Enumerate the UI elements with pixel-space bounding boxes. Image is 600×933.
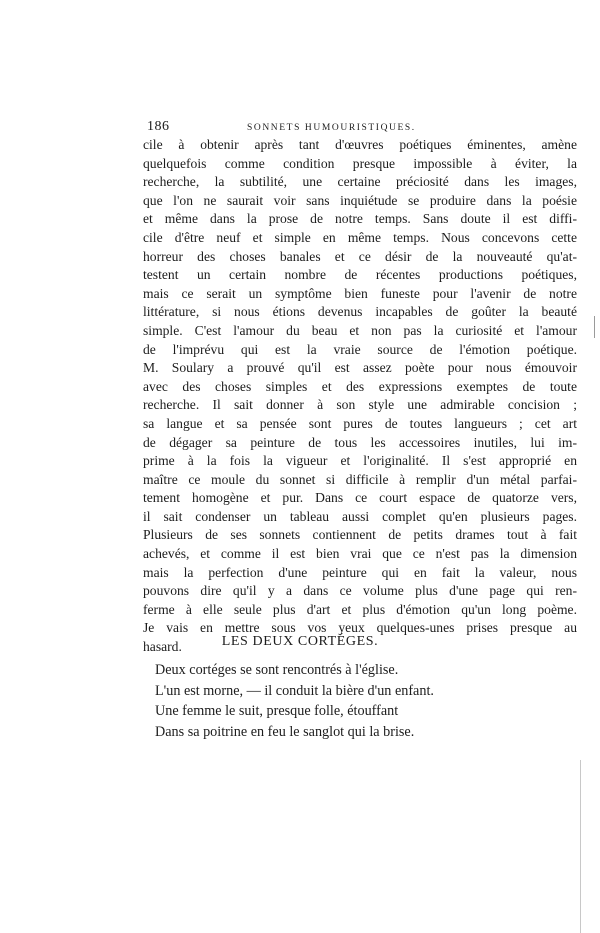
text-line: littérature, si nous étions devenus incapables de goûter la beauté	[143, 304, 577, 320]
text-line: hasard.	[143, 639, 182, 655]
text-line: recherche, la subtilité, une certaine préciosité dans les images,	[143, 174, 577, 190]
poem-stanza	[155, 660, 434, 742]
text-line: quelquefois comme condition presque impossible à éviter, la	[143, 155, 577, 171]
text-line: il sait condenser un tableau aussi complet qu'en plusieurs pages.	[143, 508, 577, 524]
text-line: de dégager sa peinture de tous les accessoires inutiles, lui im-	[143, 434, 577, 450]
running-title: SONNETS HUMOURISTIQUES.	[247, 123, 416, 133]
poem-verse: Deux cortéges se sont rencontrés à l'église.	[155, 662, 399, 678]
page-number: 186	[147, 119, 170, 134]
poem-verse: Une femme le suit, presque folle, étouffant	[155, 703, 399, 720]
text-line: que l'on ne saurait voir sans inquiétude se produire dans la poésie	[143, 192, 577, 208]
text-line: Plusieurs de ses sonnets contiennent de petits drames tout à fait	[143, 527, 577, 543]
body-paragraph	[143, 136, 577, 657]
text-line: prime à la fois la vigueur et l'originalité. Il s'est approprié en	[143, 453, 577, 469]
text-line: Je vais en mettre sous vos yeux quelques-unes prises presque au	[143, 620, 577, 636]
margin-mark	[594, 316, 595, 338]
text-line: horreur des choses banales et ce désir de la nouveauté qu'at-	[143, 248, 577, 264]
text-line: pouvons dire qu'il y a dans ce volume plus d'une page qui ren-	[143, 583, 577, 599]
page-edge-line	[580, 760, 581, 933]
text-line: et même dans la prose de notre temps. Sans doute il est diffi-	[143, 211, 577, 227]
poem-verse: Dans sa poitrine en feu le sanglot qui la brise.	[155, 723, 415, 740]
text-line: cile à obtenir après tant d'œuvres poétiques éminentes, amène	[143, 137, 577, 152]
text-line: cile d'être neuf et simple en même temps. Nous concevons cette	[143, 229, 577, 245]
text-line: mais la perfection d'une peinture qui en fait la valeur, nous	[143, 564, 577, 580]
text-line: tement homogène et pur. Dans ce court espace de quatorze vers,	[143, 490, 577, 506]
text-line: recherche. Il sait donner à son style une admirable concision ;	[143, 397, 577, 413]
text-line: testent un certain nombre de récentes productions poétiques,	[143, 267, 577, 283]
poem-verse: L'un est morne, — il conduit la bière d'un enfant.	[155, 682, 434, 699]
text-line: M. Soulary a prouvé qu'il est assez poète pour nous émouvoir	[143, 360, 577, 376]
text-line: ferme à elle seule plus d'art et plus d'émotion qu'un long poème.	[143, 601, 577, 617]
text-line: de l'imprévu qui est la vraie source de l'émotion poétique.	[143, 341, 577, 357]
text-line: achevés, et comme il est bien vrai que ce n'est pas la dimension	[143, 546, 577, 562]
poem-title: LES DEUX CORTÉGES.	[221, 634, 379, 649]
text-line: simple. C'est l'amour du beau et non pas la curiosité et l'amour	[143, 322, 577, 338]
text-line: avec des choses simples et des expressions exemptes de toute	[143, 378, 577, 394]
text-line: sa langue et sa pensée sont pures de toutes langueurs ; cet art	[143, 415, 577, 431]
text-line: maître ce moule du sonnet si difficile à remplir d'un métal parfai-	[143, 471, 577, 487]
text-line: mais ce serait un symptôme bien funeste pour l'avenir de notre	[143, 285, 577, 301]
